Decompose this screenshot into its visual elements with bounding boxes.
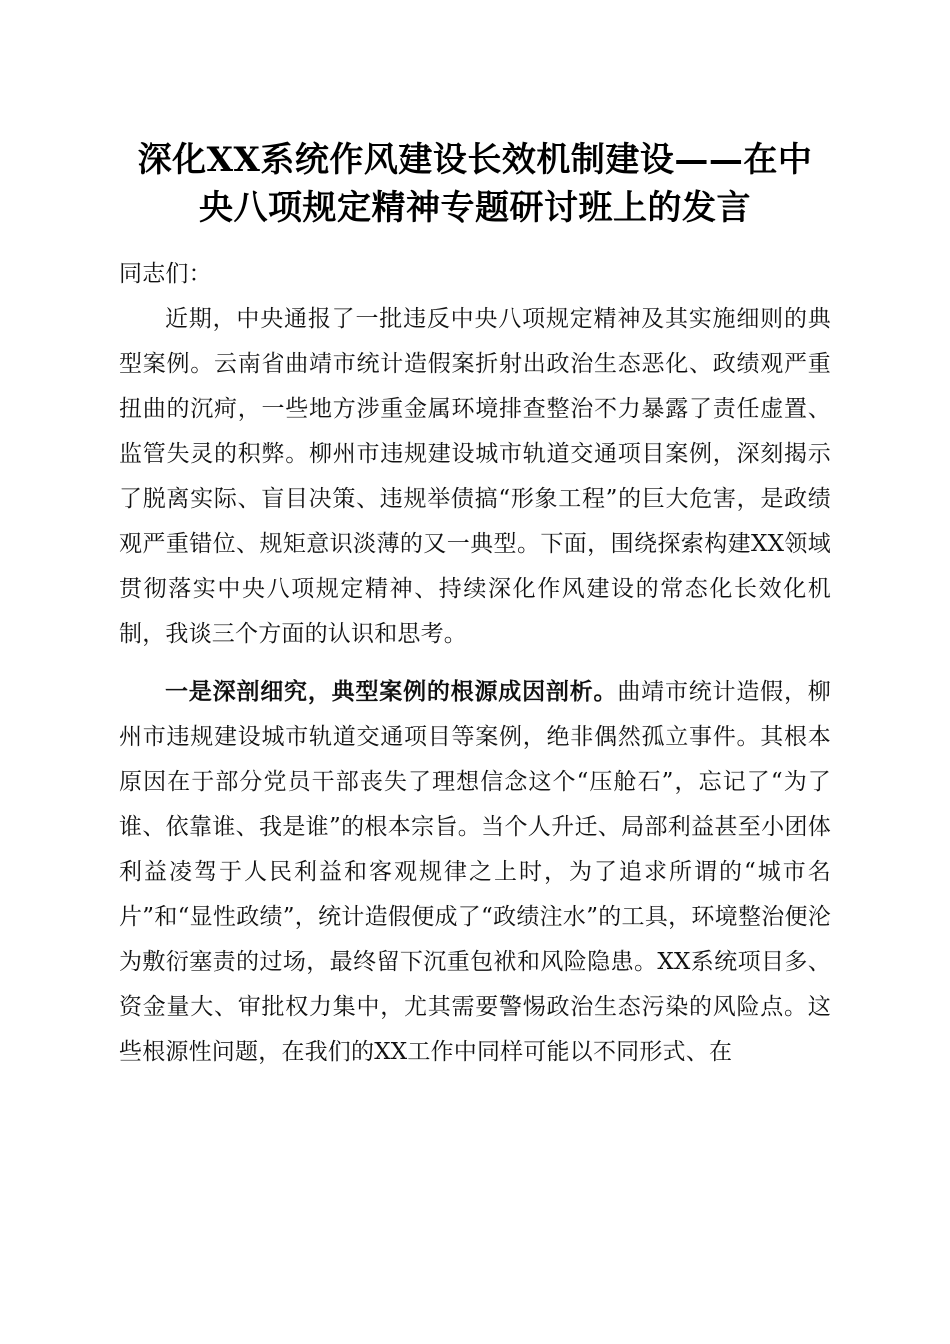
- salutation: 同志们：: [119, 261, 212, 287]
- paragraph-intro-text: 近期，中央通报了一批违反中央八项规定精神及其实施细则的典型案例。云南省曲靖市统计造假案折射出政治生态恶化、政绩观严重扭曲的沉疴，一些地方涉重金属环境排查整治不力暴露了责任虚置、监管失灵的积弊。柳州市违规建设城市轨道交通项目案例，深刻揭示了脱离实际、盲目决策、违规举债搞“形象工程”的巨大危害，是政绩观严重错位、规矩意识淡薄的又一典型。下面，围绕探索构建XX领域贯彻落实中央八项规定精神、持续深化作风建设的常态化长效化机制，我谈三个方面的认识和思考。: [119, 306, 831, 647]
- paragraph-point-one: [119, 669, 831, 1075]
- title-line-1: 深化XX系统作风建设长效机制建设——在中: [137, 140, 813, 180]
- paragraph-intro: [119, 297, 831, 657]
- document-body: [119, 252, 831, 1075]
- paragraph-point-one-text: 曲靖市统计造假，柳州市违规建设城市轨道交通项目等案例，绝非偶然孤立事件。其根本原因在于部分党员干部丧失了理想信念这个“压舱石”，忘记了“为了谁、依靠谁、我是谁”的根本宗旨。当个人升迁、局部利益甚至小团体利益凌驾于人民利益和客观规律之上时，为了追求所谓的“城市名片”和“显性政绩”，统计造假便成了“政绩注水”的工具，环境整治便沦为敷衍塞责的过场，最终留下沉重包袱和风险隐患。XX系统项目多、资金量大、审批权力集中，尤其需要警惕政治生态污染的风险点。这些根源性问题，在我们的XX工作中同样可能以不同形式、在: [119, 679, 831, 1065]
- title-line-2: 央八项规定精神专题研讨班上的发言: [199, 188, 751, 228]
- page-title: [100, 136, 850, 232]
- paragraph-point-one-lead: 一是深剖细究，典型案例的根源成因剖析。: [165, 678, 618, 705]
